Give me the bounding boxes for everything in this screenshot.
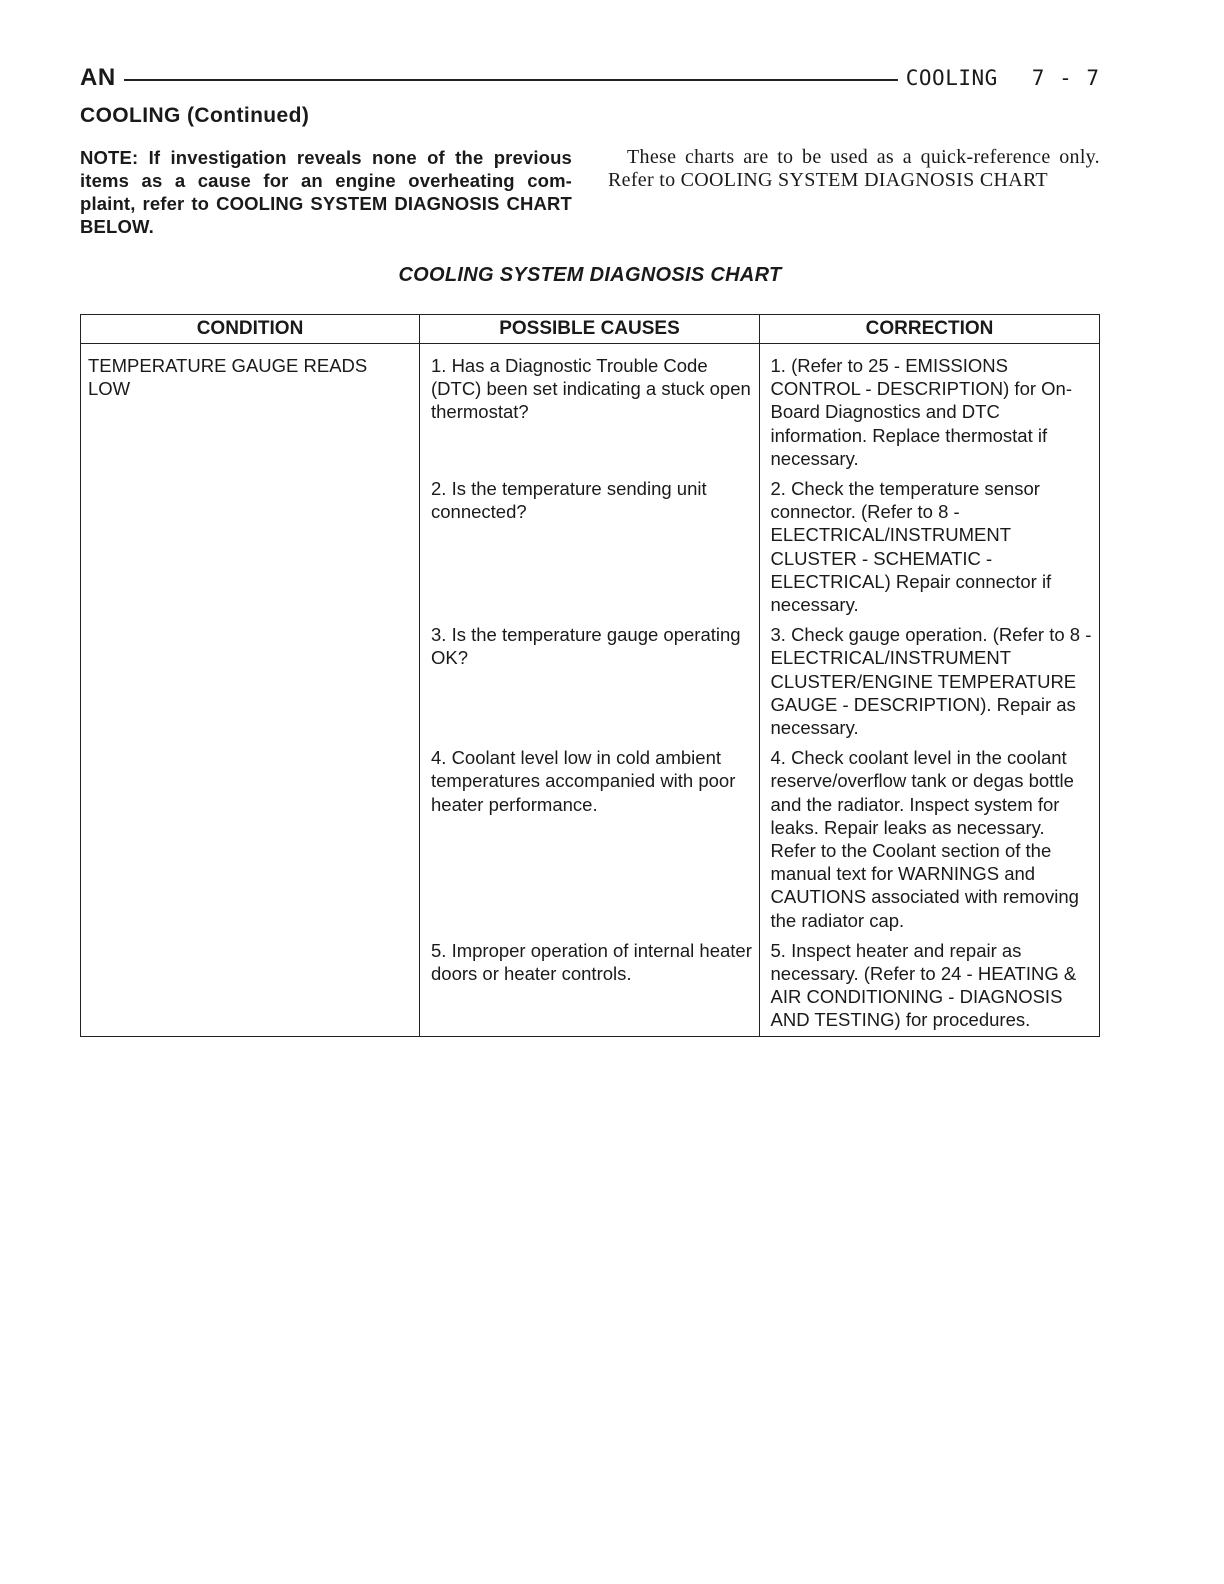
correction-item: 5. Inspect heater and repair as necessary. (Refer to 24 - HEATING & AIR CONDITIONING - DIAGNOSIS AND TESTING) for procedures.: [770, 939, 1077, 1031]
table-header-row: [81, 315, 1100, 344]
manual-page: [80, 60, 1100, 1037]
correction-item: 2. Check the temperature sensor connector. (Refer to 8 - ELECTRICAL/INSTRUMENT CLUSTER - SCHEMATIC - ELECTRICAL) Repair connector if necessary.: [770, 478, 1052, 616]
correction-item: 1. (Refer to 25 - EMISSIONS CONTROL - DESCRIPTION) for On-Board Diagnostics and DTC information. Replace thermostat if necessary.: [770, 355, 1073, 469]
correction-item: 4. Check coolant level in the coolant reserve/overflow tank or degas bottle and the radiator. Inspect system for leaks. Repair leaks as necessary. Refer to the Coolant section of the manual text for WARNINGS and CAUTIONS associated with removing the radiator cap.: [770, 747, 1079, 931]
cause-item: 1. Has a Diagnostic Trouble Code (DTC) been set indicating a stuck open thermostat?: [431, 355, 751, 423]
column-header-correction: CORRECTION: [760, 315, 1100, 344]
section-title: COOLING (Continued): [80, 104, 310, 127]
column-header-condition: CONDITION: [81, 315, 420, 344]
cause-item: 3. Is the temperature gauge operating OK?: [431, 624, 741, 669]
cause-item: 5. Improper operation of internal heater doors or heater controls.: [431, 939, 752, 985]
header-page-number: 7 - 7: [1031, 66, 1100, 90]
column-header-possible-causes: POSSIBLE CAUSES: [420, 315, 760, 344]
correction-item: 3. Check gauge operation. (Refer to 8 - ELECTRICAL/INSTRUMENT CLUSTER/ENGINE TEMPERATURE GAUGE - DESCRIPTION). Repair as necessary.: [770, 624, 1092, 739]
header-model-code: AN: [80, 64, 116, 91]
diagnosis-table: [80, 314, 1100, 1037]
chart-title: COOLING SYSTEM DIAGNOSIS CHART: [398, 264, 782, 286]
running-header: [80, 60, 1100, 96]
note-paragraph: NOTE: If investigation reveals none of the previous items as a cause for an engine overheating com- plaint, refer to COOLING SYSTEM DIAGNOSIS CHART BELOW.: [80, 147, 572, 237]
condition-cell: [81, 344, 420, 1037]
intro-columns: [80, 146, 1100, 238]
header-section-name: COOLING: [905, 66, 998, 90]
column-divider: [759, 344, 760, 1037]
cause-item: 4. Coolant level low in cold ambient temperatures accompanied with poor heater performance.: [431, 747, 736, 815]
condition-text: TEMPERATURE GAUGE READS LOW: [88, 355, 368, 400]
cause-item: 2. Is the temperature sending unit connected?: [431, 478, 707, 523]
reference-paragraph: These charts are to be used as a quick-reference only. Refer to COOLING SYSTEM DIAGNOSIS CHART: [608, 146, 1100, 191]
table-row: [81, 344, 1100, 1037]
header-rule: [124, 79, 898, 81]
